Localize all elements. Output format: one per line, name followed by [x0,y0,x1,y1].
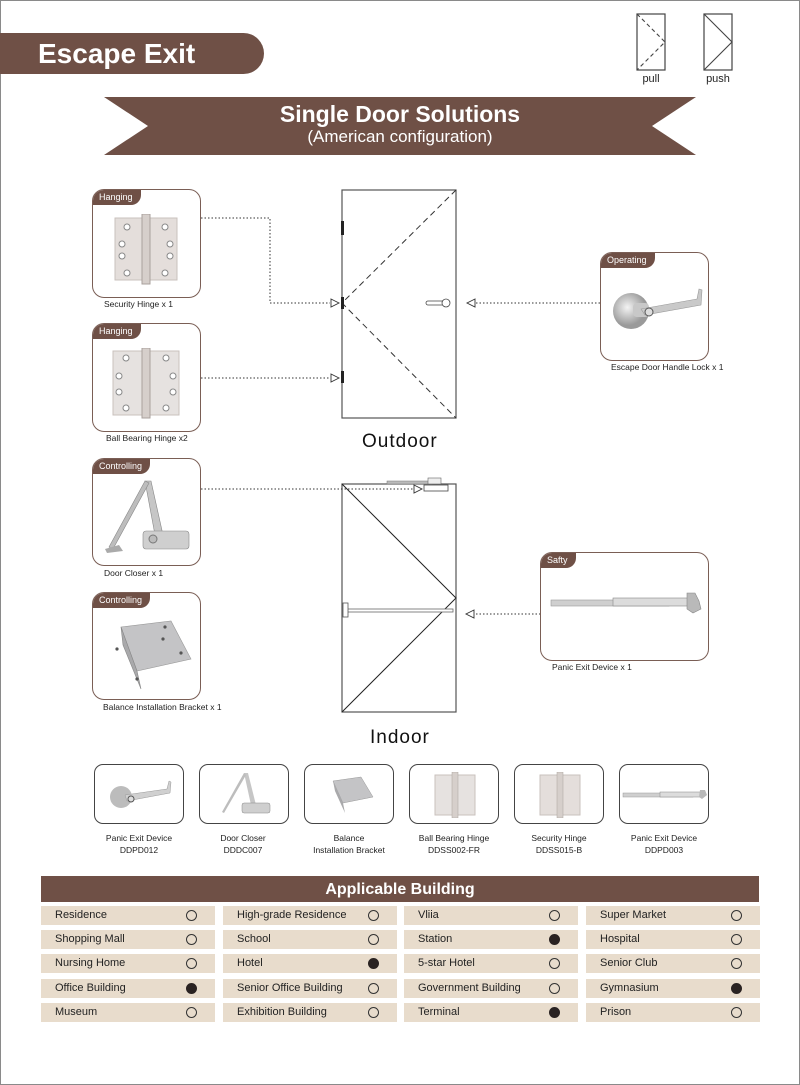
filled-circle-icon [186,983,197,994]
building-name: Residence [55,909,107,921]
empty-circle-icon [549,910,560,921]
bracket-icon [325,773,377,817]
building-row [223,906,397,925]
building-row [404,906,578,925]
building-name: Senior Office Building [237,982,343,994]
bracket-callout[interactable] [92,592,201,700]
empty-circle-icon [368,910,379,921]
indoor-label: Indoor [370,727,430,748]
arrow-icon [331,299,339,307]
building-row [41,1003,215,1022]
banner-title: Single Door Solutions [279,101,521,127]
outdoor-label: Outdoor [362,431,438,452]
building-row [404,930,578,949]
building-name: Prison [600,1006,632,1018]
product-caption [294,832,404,856]
page-title: Escape Exit [0,33,264,74]
banner-subtitle: (American configuration) [307,127,493,146]
filled-circle-icon [549,934,560,945]
empty-circle-icon [186,958,197,969]
lever-handle-lock-icon [109,777,173,813]
product-thumb-ddss015-b[interactable] [514,764,604,824]
product-thumb-ddss002-fr[interactable] [409,764,499,824]
product-name: Balance [333,833,365,843]
product-code: DDPD012 [119,845,159,855]
building-name: Hospital [600,933,640,945]
panic-device-caption: Panic Exit Device x 1 [552,662,632,672]
category-tag: Hanging [93,190,141,205]
door-closer-icon [101,475,197,559]
product-thumb-bracket[interactable] [304,764,394,824]
product-name: Panic Exit Device [630,833,698,843]
building-row [404,1003,578,1022]
bracket-icon [101,615,197,695]
category-tag: Safty [541,553,576,568]
ball-bearing-hinge-icon [434,772,476,818]
outdoor-door-diagram [341,190,456,418]
applicable-building-header: Applicable Building [41,876,759,902]
ball-bearing-hinge-callout[interactable] [92,323,201,432]
panic-bar-icon [549,591,705,617]
building-row [223,1003,397,1022]
security-hinge-icon [539,772,581,818]
building-name: High-grade Residence [237,909,347,921]
building-name: Terminal [418,1006,460,1018]
building-row [586,1003,760,1022]
panic-bar-icon [622,789,708,801]
panic-device-callout[interactable] [540,552,709,661]
building-name: Vliia [418,909,439,921]
empty-circle-icon [368,1007,379,1018]
category-tag: Controlling [93,459,150,474]
legend-push-label: push [706,73,730,85]
building-name: Exhibition Building [237,1006,327,1018]
empty-circle-icon [186,1007,197,1018]
building-name: School [237,933,271,945]
empty-circle-icon [731,958,742,969]
building-row [41,930,215,949]
empty-circle-icon [731,934,742,945]
building-row [223,954,397,973]
arrow-icon [414,485,422,493]
building-name: Station [418,933,453,945]
empty-circle-icon [186,934,197,945]
building-row [41,906,215,925]
building-name: 5-star Hotel [418,957,475,969]
building-row [586,906,760,925]
building-row [223,930,397,949]
ball-bearing-hinge-icon [111,348,183,420]
empty-circle-icon [549,983,560,994]
bracket-caption: Balance Installation Bracket x 1 [103,702,222,712]
handle-lock-caption: Escape Door Handle Lock x 1 [611,362,724,372]
building-name: Gymnasium [600,982,659,994]
empty-circle-icon [731,1007,742,1018]
building-name: Super Market [600,909,667,921]
product-thumb-ddpd012[interactable] [94,764,184,824]
filled-circle-icon [549,1007,560,1018]
door-closer-callout[interactable] [92,458,201,566]
empty-circle-icon [186,910,197,921]
building-name: Government Building [418,982,521,994]
product-caption [188,832,298,856]
security-hinge-callout[interactable] [92,189,201,298]
building-name: Senior Club [600,957,658,969]
product-name: Door Closer [220,833,266,843]
category-tag: Hanging [93,324,141,339]
building-row [41,979,215,998]
building-row [404,979,578,998]
arrow-icon [331,374,339,382]
building-row [404,954,578,973]
security-hinge-caption: Security Hinge x 1 [104,299,173,309]
product-code: DDSS002-FR [428,845,480,855]
indoor-door-diagram [342,478,456,712]
category-tag: Controlling [93,593,150,608]
product-caption [399,832,509,856]
product-code: DDSS015-B [535,845,583,855]
handle-lock-callout[interactable] [600,252,709,361]
filled-circle-icon [368,958,379,969]
building-name: Hotel [237,957,263,969]
building-row [586,954,760,973]
empty-circle-icon [368,934,379,945]
door-closer-icon [218,771,274,819]
building-name: Nursing Home [55,957,126,969]
filled-circle-icon [731,983,742,994]
product-code: DDPD003 [644,845,684,855]
category-tag: Operating [601,253,655,268]
empty-circle-icon [549,958,560,969]
security-hinge-icon [113,214,181,286]
building-row [586,930,760,949]
product-caption [84,832,194,856]
building-name: Museum [55,1006,98,1018]
arrow-icon [467,299,475,307]
ball-bearing-hinge-caption: Ball Bearing Hinge x2 [106,433,188,443]
product-name: Security Hinge [531,833,587,843]
product-name: Panic Exit Device [105,833,173,843]
product-thumb-ddpd003[interactable] [619,764,709,824]
building-name: Office Building [55,982,126,994]
arrow-icon [466,610,474,618]
product-name: Ball Bearing Hinge [418,833,490,843]
door-closer-caption: Door Closer x 1 [104,568,164,578]
product-thumb-dddc007[interactable] [199,764,289,824]
empty-circle-icon [731,910,742,921]
building-name: Shopping Mall [55,933,125,945]
product-caption [504,832,614,856]
building-row [586,979,760,998]
product-caption [609,832,719,856]
product-code: Installation Bracket [313,845,385,855]
empty-circle-icon [368,983,379,994]
building-row [41,954,215,973]
building-row [223,979,397,998]
legend-pull-label: pull [642,73,660,85]
lever-handle-lock-icon [611,281,703,341]
product-code: DDDC007 [223,845,263,855]
